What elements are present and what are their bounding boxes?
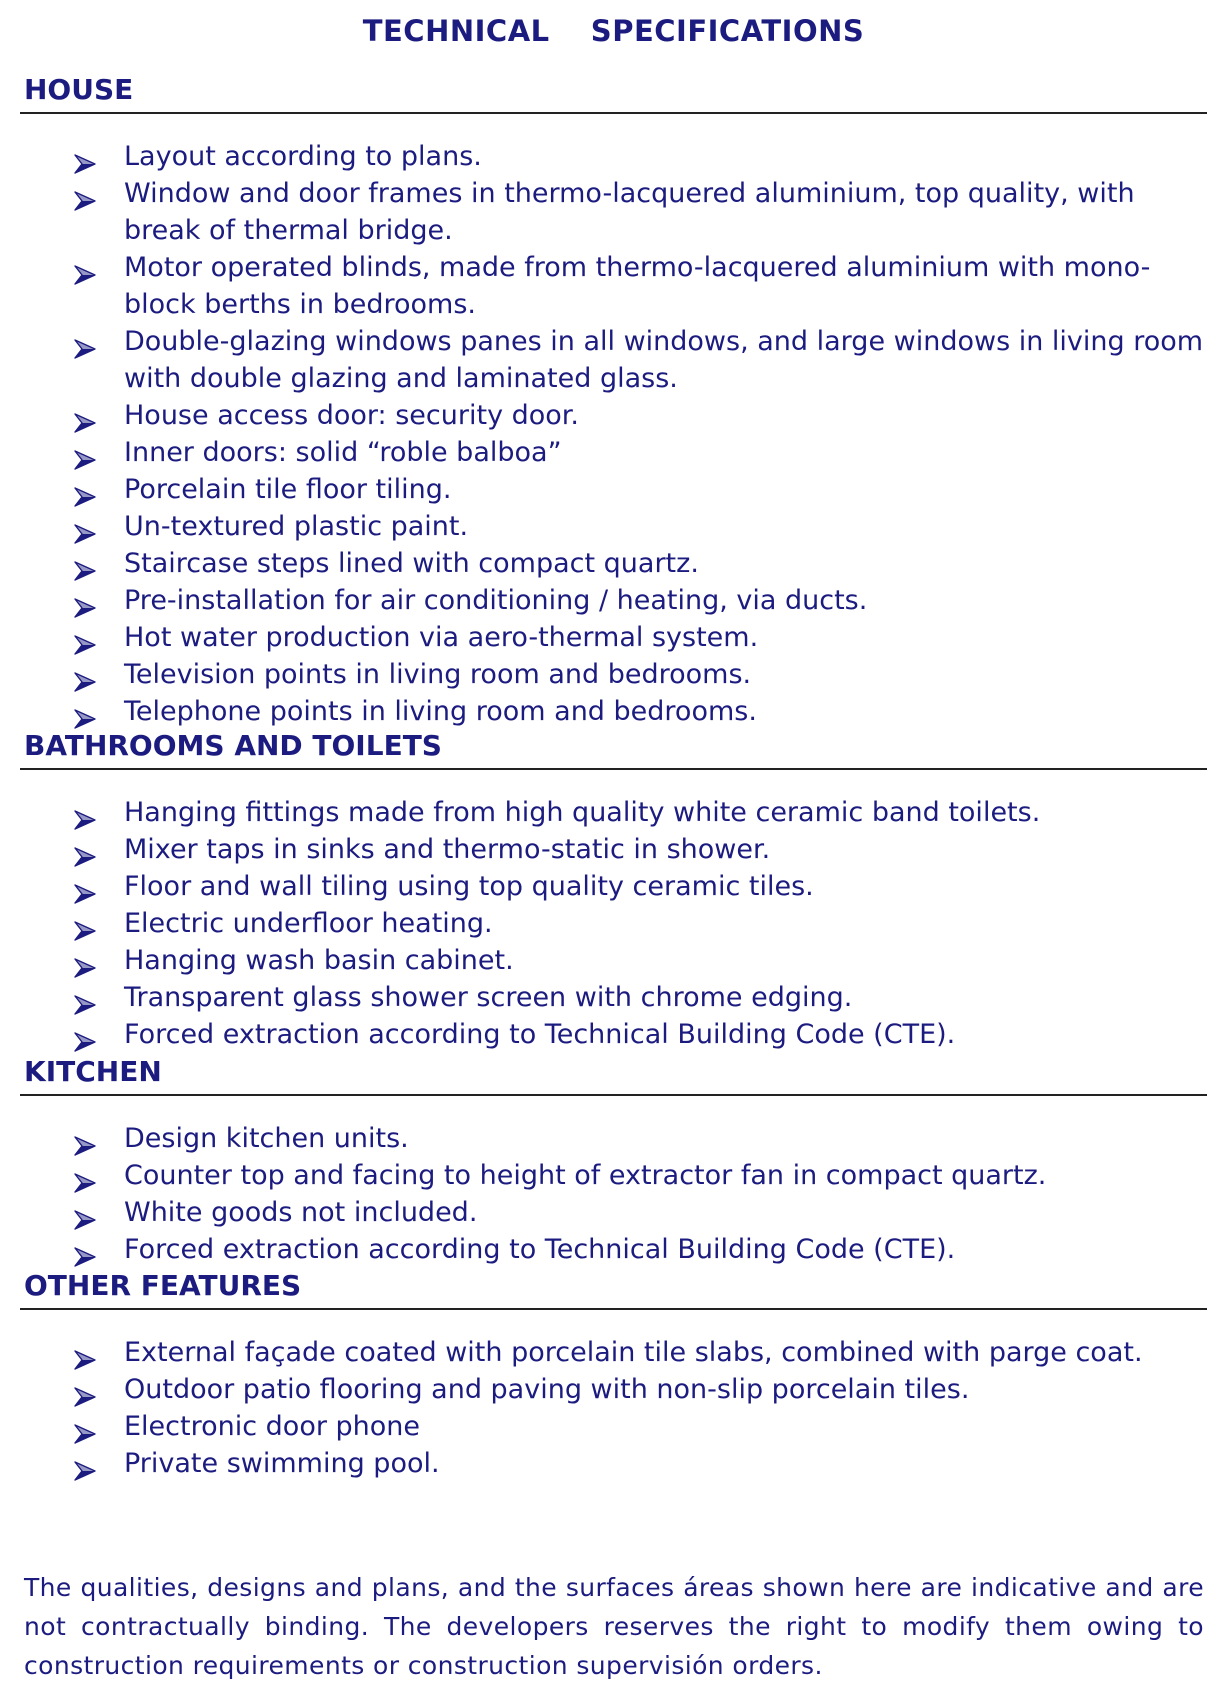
item-text: Electronic door phone	[124, 1411, 421, 1442]
item-text: Motor operated blinds, made from thermo-lacquered aluminium with mono-block berths in bedrooms.	[124, 252, 1151, 320]
item-text: Layout according to plans.	[124, 141, 482, 172]
arrowhead-bullet-icon	[74, 147, 96, 167]
item-text: External façade coated with porcelain tile slabs, combined with parge coat.	[124, 1337, 1143, 1368]
spec-list	[20, 1120, 1207, 1268]
item-text: Hanging fittings made from high quality white ceramic band toilets.	[124, 797, 1041, 828]
arrowhead-bullet-icon	[74, 443, 96, 463]
list-item	[20, 1194, 1207, 1231]
item-text: Outdoor patio flooring and paving with non-slip porcelain tiles.	[124, 1374, 970, 1405]
list-item	[20, 794, 1207, 831]
list-item	[20, 1157, 1207, 1194]
list-item	[20, 249, 1207, 323]
list-item	[20, 397, 1207, 434]
item-text: Hanging wash basin cabinet.	[124, 945, 514, 976]
item-text: Design kitchen units.	[124, 1123, 409, 1154]
arrowhead-bullet-icon	[74, 988, 96, 1008]
disclaimer-note: The qualities, designs and plans, and the surfaces áreas shown here are indicative and are not contractually binding. The developers reserves the right to modify them owing to construction requirements or construction supervisión orders.	[24, 1573, 1204, 1680]
list-item	[20, 868, 1207, 905]
list-item	[20, 979, 1207, 1016]
spec-list	[20, 138, 1207, 730]
arrowhead-bullet-icon	[74, 406, 96, 426]
section-bathrooms-and-toilets	[20, 728, 1207, 1053]
arrowhead-bullet-icon	[74, 877, 96, 897]
item-text: Window and door frames in thermo-lacquered aluminium, top quality, with break of thermal bridge.	[124, 178, 1135, 246]
item-text: Private swimming pool.	[124, 1448, 440, 1479]
list-item	[20, 1408, 1207, 1445]
list-item	[20, 434, 1207, 471]
list-item	[20, 1231, 1207, 1268]
arrowhead-bullet-icon	[74, 665, 96, 685]
item-text: Television points in living room and bedrooms.	[124, 659, 752, 690]
item-text: Forced extraction according to Technical Building Code (CTE).	[124, 1019, 956, 1050]
item-text: House access door: security door.	[124, 400, 580, 431]
list-item	[20, 831, 1207, 868]
section-heading: OTHER FEATURES	[24, 1269, 302, 1302]
arrowhead-bullet-icon	[74, 554, 96, 574]
arrowhead-bullet-icon	[74, 258, 96, 278]
item-text: Electric underfloor heating.	[124, 908, 493, 939]
arrowhead-bullet-icon	[74, 1203, 96, 1223]
item-text: Counter top and facing to height of extractor fan in compact quartz.	[124, 1160, 1047, 1191]
section-heading: BATHROOMS AND TOILETS	[24, 729, 442, 762]
item-text: Mixer taps in sinks and thermo-static in shower.	[124, 834, 771, 865]
arrowhead-bullet-icon	[74, 1454, 96, 1474]
document-title: TECHNICAL SPECIFICATIONS	[362, 14, 865, 48]
arrowhead-bullet-icon	[74, 517, 96, 537]
arrowhead-bullet-icon	[74, 840, 96, 860]
item-text: Inner doors: solid “roble balboa”	[124, 437, 562, 468]
section-divider	[20, 1308, 1207, 1310]
item-text: Telephone points in living room and bedrooms.	[124, 696, 757, 727]
list-item	[20, 138, 1207, 175]
arrowhead-bullet-icon	[74, 1343, 96, 1363]
arrowhead-bullet-icon	[74, 1025, 96, 1045]
list-item	[20, 471, 1207, 508]
list-item	[20, 1371, 1207, 1408]
arrowhead-bullet-icon	[74, 332, 96, 352]
arrowhead-bullet-icon	[74, 951, 96, 971]
section-other-features	[20, 1268, 1207, 1482]
list-item	[20, 508, 1207, 545]
item-text: Staircase steps lined with compact quartz.	[124, 548, 699, 579]
arrowhead-bullet-icon	[74, 1417, 96, 1437]
list-item	[20, 1334, 1207, 1371]
arrowhead-bullet-icon	[74, 803, 96, 823]
item-text: Forced extraction according to Technical Building Code (CTE).	[124, 1234, 956, 1265]
arrowhead-bullet-icon	[74, 1129, 96, 1149]
arrowhead-bullet-icon	[74, 1166, 96, 1186]
spec-list	[20, 1334, 1207, 1482]
item-text: White goods not included.	[124, 1197, 478, 1228]
section-heading: HOUSE	[24, 73, 134, 106]
list-item	[20, 175, 1207, 249]
arrowhead-bullet-icon	[74, 184, 96, 204]
list-item	[20, 545, 1207, 582]
arrowhead-bullet-icon	[74, 1380, 96, 1400]
item-text: Hot water production via aero-thermal system.	[124, 622, 759, 653]
list-item	[20, 905, 1207, 942]
section-divider	[20, 112, 1207, 114]
list-item	[20, 1120, 1207, 1157]
section-house	[20, 72, 1207, 730]
section-heading: KITCHEN	[24, 1055, 162, 1088]
item-text: Transparent glass shower screen with chrome edging.	[124, 982, 853, 1013]
spec-list	[20, 794, 1207, 1053]
section-divider	[20, 768, 1207, 770]
list-item	[20, 582, 1207, 619]
list-item	[20, 656, 1207, 693]
arrowhead-bullet-icon	[74, 480, 96, 500]
arrowhead-bullet-icon	[74, 628, 96, 648]
item-text: Porcelain tile floor tiling.	[124, 474, 452, 505]
list-item	[20, 1445, 1207, 1482]
section-divider	[20, 1094, 1207, 1096]
arrowhead-bullet-icon	[74, 1240, 96, 1260]
item-text: Double-glazing windows panes in all windows, and large windows in living room with double glazing and laminated glass.	[124, 326, 1204, 394]
list-item	[20, 693, 1207, 730]
list-item	[20, 323, 1207, 397]
item-text: Un-textured plastic paint.	[124, 511, 469, 542]
item-text: Pre-installation for air conditioning / heating, via ducts.	[124, 585, 868, 616]
item-text: Floor and wall tiling using top quality ceramic tiles.	[124, 871, 814, 902]
arrowhead-bullet-icon	[74, 591, 96, 611]
list-item	[20, 942, 1207, 979]
list-item	[20, 619, 1207, 656]
arrowhead-bullet-icon	[74, 914, 96, 934]
arrowhead-bullet-icon	[74, 702, 96, 722]
section-kitchen	[20, 1054, 1207, 1268]
list-item	[20, 1016, 1207, 1053]
